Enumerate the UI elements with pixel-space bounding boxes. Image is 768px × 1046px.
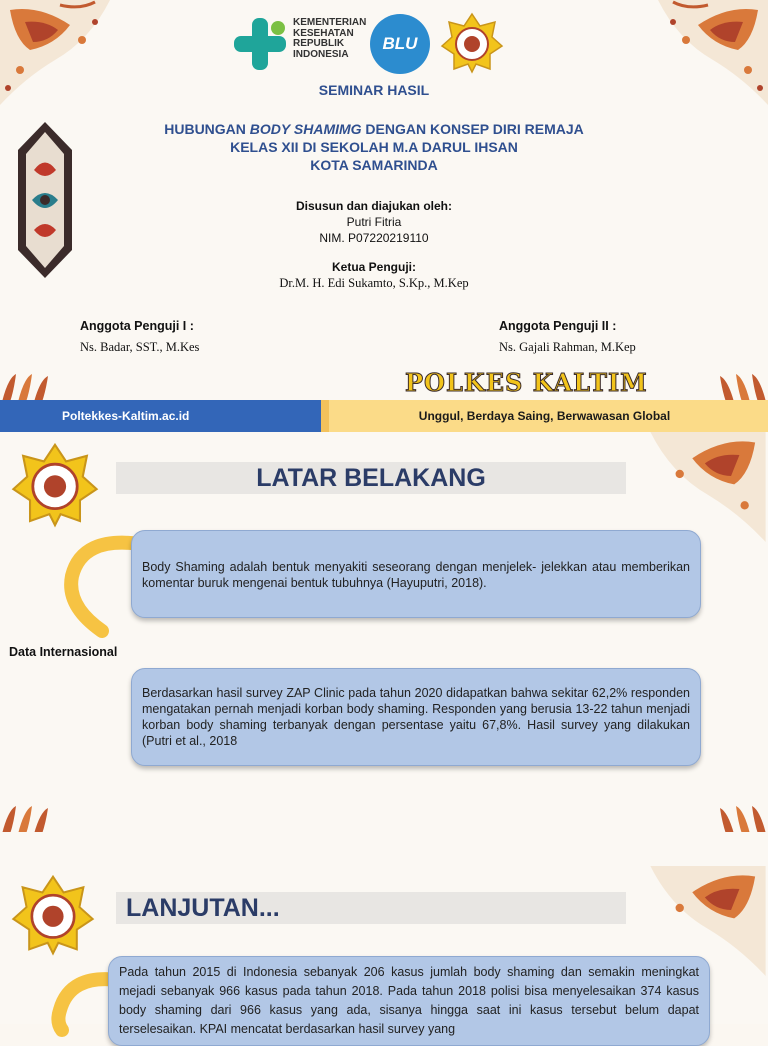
seminar-label: SEMINAR HASIL — [318, 82, 430, 98]
poltekkes-emblem-icon — [10, 442, 100, 528]
leaf-ornament-bottom-left — [0, 804, 60, 834]
anggota2-name: Ns. Gajali Rahman, M.Kep — [499, 340, 636, 354]
floral-ornament-top-right — [648, 432, 768, 542]
disusun-label: Disusun dan diajukan oleh: — [295, 199, 453, 213]
definition-box: Body Shaming adalah bentuk menyakiti seseorang dengan menjelek- jelekkan atau memberikan komentar buruk mengenai bentuk tubuhnya (Hayuputri, 2018). — [131, 530, 701, 618]
section-heading: LANJUTAN... — [116, 892, 626, 924]
footer-tagline: Unggul, Berdaya Saing, Berwawasan Global — [321, 400, 768, 432]
kemenkes-logo-text: KEMENTERIAN KESEHATAN REPUBLIK INDONESIA — [293, 17, 367, 60]
kemenkes-logo-icon — [232, 16, 292, 72]
research-title: HUBUNGAN BODY SHAMIMG DENGAN KONSEP DIRI REMAJA KELAS XII DI SEKOLAH M.A DARUL IHSAN KOTA SAMARINDA — [164, 121, 584, 173]
data-internasional-label: Data Internasional — [9, 645, 118, 659]
slide-title — [0, 0, 768, 432]
slide-latar-belakang — [0, 432, 768, 832]
anggota1-block — [80, 319, 199, 355]
anggota1-name: Ns. Badar, SST., M.Kes — [80, 340, 200, 354]
leaf-ornament-bottom-left — [0, 372, 60, 402]
ketua-label: Ketua Penguji: — [331, 260, 416, 274]
slide-lanjutan — [0, 866, 768, 1036]
leaf-ornament-bottom-right — [708, 804, 768, 834]
anggota2-block — [499, 319, 636, 355]
lanjutan-text-box: Pada tahun 2015 di Indonesia sebanyak 206 kasus jumlah body shaming dan semakin meningkat mejadi sebanyak 966 kasus pada tahun 2018. Pada tahun 2018 polisi bisa menyelesaikan 374 kasus body shaming dari 966 kasus yang ada, sisanya hingga saat ini kasus tersebut belum dapat terselesaikan. KPAI mencatat berdasarkan hasil survey yang — [108, 956, 710, 1046]
leaf-ornament-bottom-right — [708, 372, 768, 402]
ketua-name: Dr.M. H. Edi Sukamto, S.Kp., M.Kep — [279, 276, 469, 290]
survey-box: Berdasarkan hasil survey ZAP Clinic pada tahun 2020 didapatkan bahwa sekitar 62,2% responden mengatakan pernah menjadi korban body shaming. Responden yang berusia 13-22 tahun menjadi korban body shaming terbanyak dengan persentase yaitu 67,8%. Hasil survey yang dilakukan (Putri et al., 2018 — [131, 668, 701, 766]
ketua-block — [0, 260, 748, 292]
curved-arrow-icon — [62, 536, 142, 636]
author-block — [0, 198, 748, 246]
polkes-kaltim-brand: POLKES KALTIM — [405, 368, 648, 397]
anggota2-label: Anggota Penguji II : — [499, 319, 617, 333]
slide-gap — [0, 832, 768, 866]
author-nim: NIM. P07220219110 — [319, 231, 429, 245]
poltekkes-emblem-icon — [440, 12, 504, 74]
footer-bar — [0, 400, 768, 432]
poltekkes-emblem-icon — [10, 874, 96, 956]
author-name: Putri Fitria — [346, 215, 402, 229]
footer-website[interactable]: Poltekkes-Kaltim.ac.id — [0, 400, 321, 432]
blu-logo: BLU — [370, 14, 430, 74]
section-heading: LATAR BELAKANG — [116, 462, 626, 494]
anggota1-label: Anggota Penguji I : — [80, 319, 194, 333]
